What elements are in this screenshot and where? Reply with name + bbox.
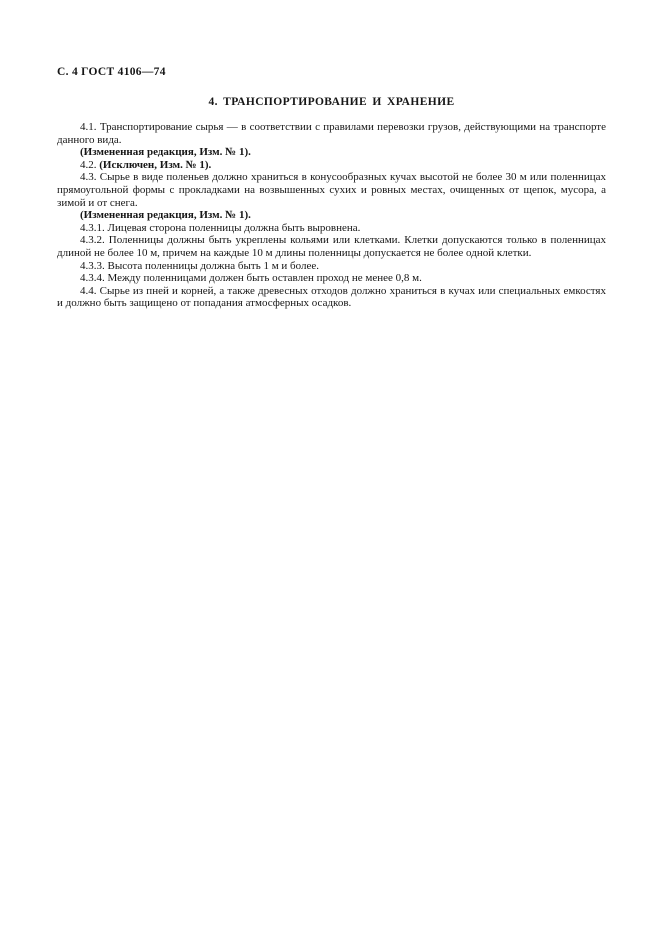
paragraph-4-3 <box>57 171 606 209</box>
paragraph-text: 4.3. Сырье в виде поленьев должно храниться в конусообразных кучах высотой не более 30 м или поленницах прямоугольной формы с прокладками на возвышенных сухих и ровных местах, очищенных от щепок, мусора, а зимой и от снега. <box>57 171 606 209</box>
paragraph-text: 4.3.4. Между поленницами должен быть оставлен проход не менее 0,8 м. <box>80 272 422 285</box>
paragraph-4-1 <box>57 121 606 146</box>
paragraph-text: 4.3.3. Высота поленницы должна быть 1 м и более. <box>80 259 320 272</box>
paragraph-4-2 <box>57 159 606 172</box>
paragraph-text: 4.2. <box>80 158 100 171</box>
paragraph-text: 4.3.2. Поленницы должны быть укреплены кольями или клетками. Клетки допускаются только в поленницах длиной не более 10 м, причем на каждые 10 м длины поленницы допускается не более одной клетки. <box>57 234 606 259</box>
paragraph-text: 4.4. Сырье из пней и корней, а также древесных отходов должно храниться в кучах или специальных емкостях и должно быть защищено от попадания атмосферных осадков. <box>57 284 606 310</box>
paragraph-4-3-2 <box>57 234 606 259</box>
paragraph-text: 4.1. Транспортирование сырья — в соответствии с правилами перевозки грузов, действующими на транспорте данного вида. <box>57 121 606 146</box>
document-body <box>57 121 606 310</box>
section-title: 4. ТРАНСПОРТИРОВАНИЕ И ХРАНЕНИЕ <box>208 96 455 108</box>
amendment-note <box>57 209 606 222</box>
paragraph-text: 4.3.1. Лицевая сторона поленницы должна быть выровнена. <box>80 221 361 234</box>
paragraph-text: (Измененная редакция, Изм. № 1). <box>80 209 251 222</box>
paragraph-text: (Измененная редакция, Изм. № 1). <box>80 146 251 159</box>
paragraph-4-4 <box>57 285 606 310</box>
paragraph-4-3-1 <box>57 222 606 235</box>
paragraph-4-3-4 <box>57 272 606 285</box>
amendment-note <box>57 146 606 159</box>
paragraph-text: (Исключен, Изм. № 1). <box>99 158 212 171</box>
page-header: С. 4 ГОСТ 4106—74 <box>57 66 166 78</box>
paragraph-4-3-3 <box>57 260 606 273</box>
